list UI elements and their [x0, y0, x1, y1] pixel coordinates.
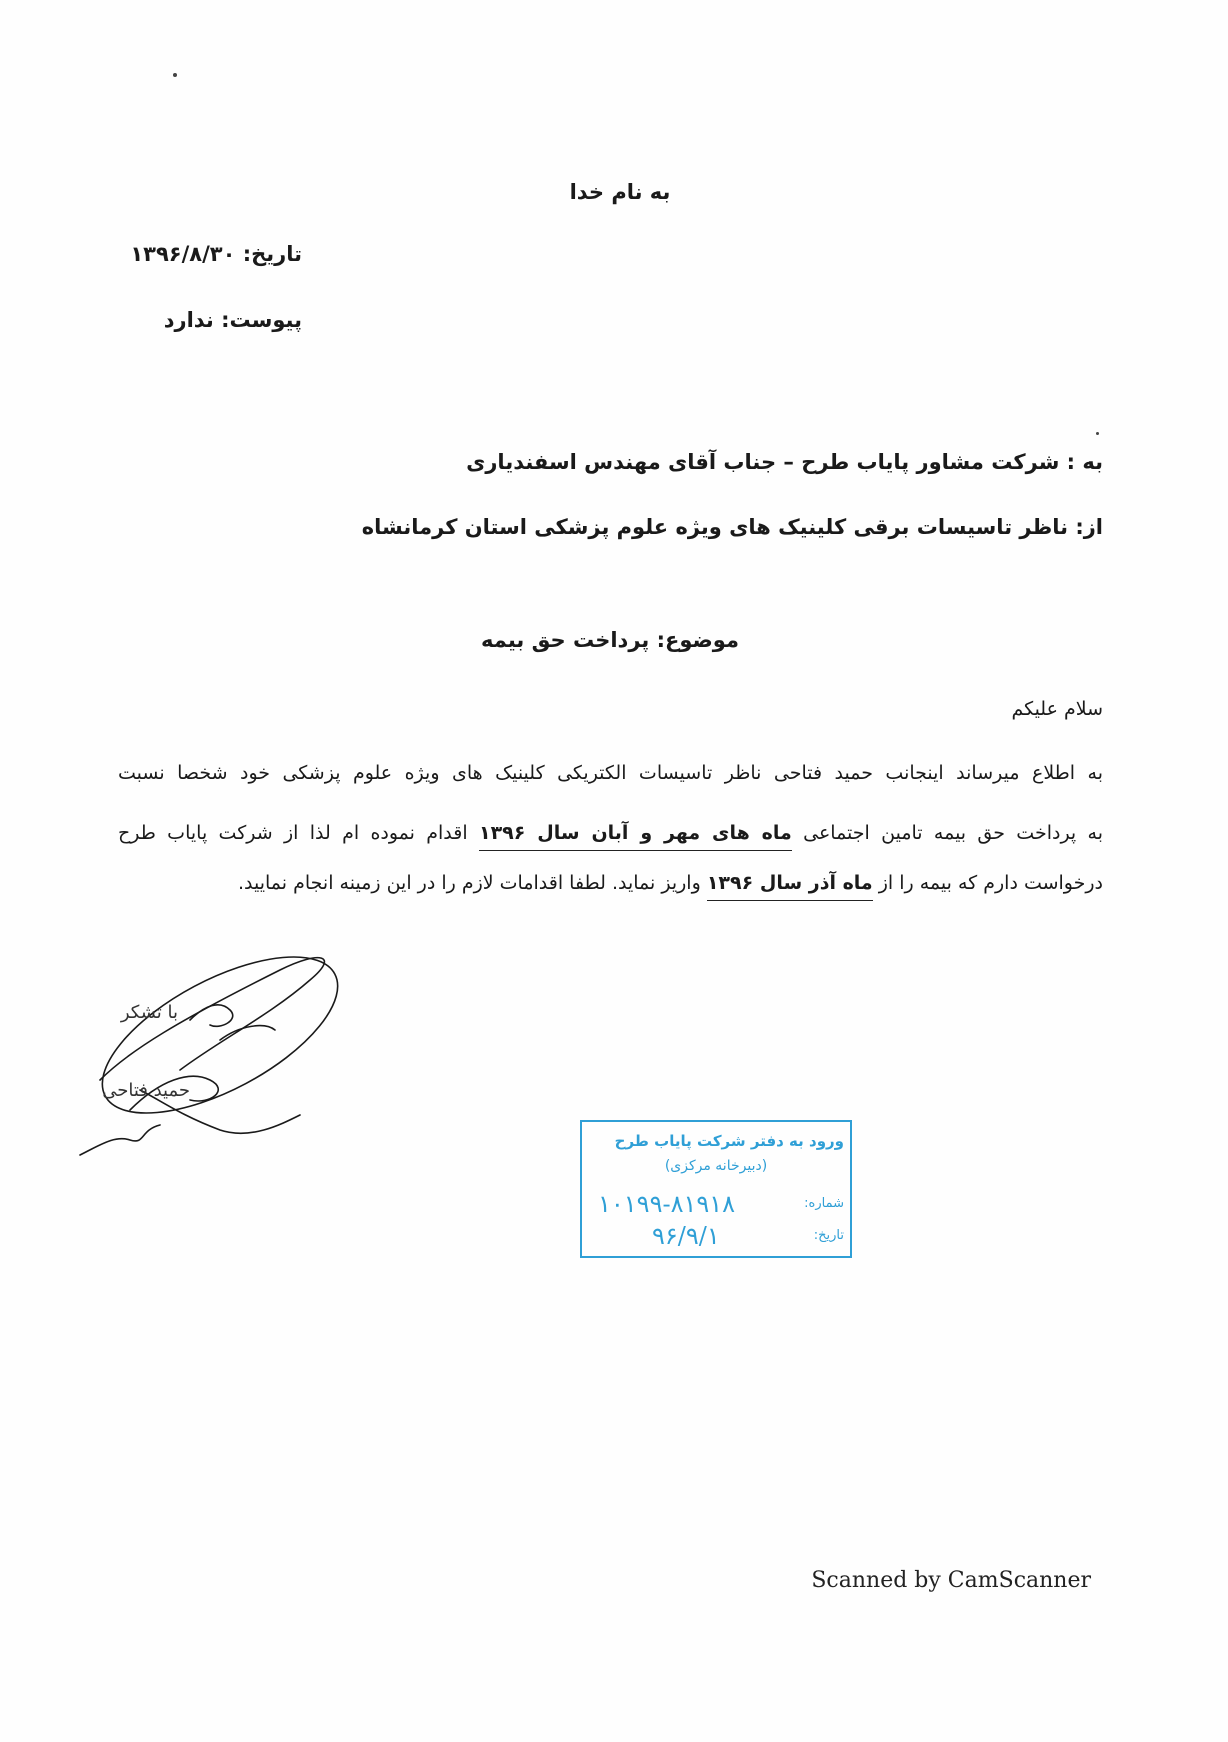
signature-strokes: [79, 930, 360, 1155]
stamp-title: ورود به دفتر شرکت پایاب طرح: [614, 1132, 844, 1150]
body-line-2-emphasis: ماه های مهر و آبان سال ۱۳۹۶: [479, 822, 792, 851]
letter-subject: موضوع: پرداخت حق بیمه: [481, 628, 739, 652]
letter-date: تاریخ: ۱۳۹۶/۸/۳۰: [130, 242, 302, 266]
body-line-3-start: درخواست دارم که بیمه را از: [878, 872, 1103, 894]
body-line-2-end: اقدام نموده ام لذا از شرکت پایاب طرح: [118, 822, 468, 844]
stamp-date-label: تاریخ:: [813, 1228, 844, 1243]
body-line-3-end: واریز نماید. لطفا اقدامات لازم را در این زمینه انجام نمایید.: [237, 872, 701, 894]
bismillah-heading: به نام خدا: [569, 180, 671, 204]
body-line-3: [238, 872, 1103, 894]
closing-thanks: با تشکر: [120, 1002, 178, 1023]
body-line-2-start: به پرداخت حق بیمه تامین اجتماعی: [803, 822, 1104, 844]
signer-name: حمید فتاحی: [102, 1080, 190, 1101]
receipt-stamp: [580, 1120, 852, 1258]
sender-line: از: ناظر تاسیسات برقی کلینیک های ویژه علوم پزشکی استان کرمانشاه: [361, 515, 1103, 539]
letter-attachment: پیوست: ندارد: [163, 308, 302, 332]
stamp-number-value: ۱۰۱۹۹-۸۱۹۱۸: [598, 1190, 736, 1218]
scan-speck: [173, 73, 177, 77]
scan-speck: [1096, 432, 1099, 435]
body-line-3-emphasis: ماه آذر سال ۱۳۹۶: [707, 872, 873, 901]
body-line-1: به اطلاع میرساند اینجانب حمید فتاحی ناظر تاسیسات الکتریکی کلینیک های ویژه علوم پزشکی خود شخصا نسبت: [118, 762, 1103, 784]
handwritten-signature: [70, 930, 370, 1170]
stamp-number-label: شماره:: [804, 1196, 844, 1211]
body-line-2: [118, 822, 1103, 844]
stamp-date-value: ۹۶/۹/۱: [652, 1222, 720, 1250]
recipient-line: به : شرکت مشاور پایاب طرح – جناب آقای مهندس اسفندیاری: [466, 450, 1103, 474]
scanner-watermark: Scanned by CamScanner: [811, 1568, 1091, 1593]
stamp-subtitle: (دبیرخانه مرکزی): [664, 1158, 768, 1174]
salutation: سلام علیکم: [1011, 698, 1103, 720]
